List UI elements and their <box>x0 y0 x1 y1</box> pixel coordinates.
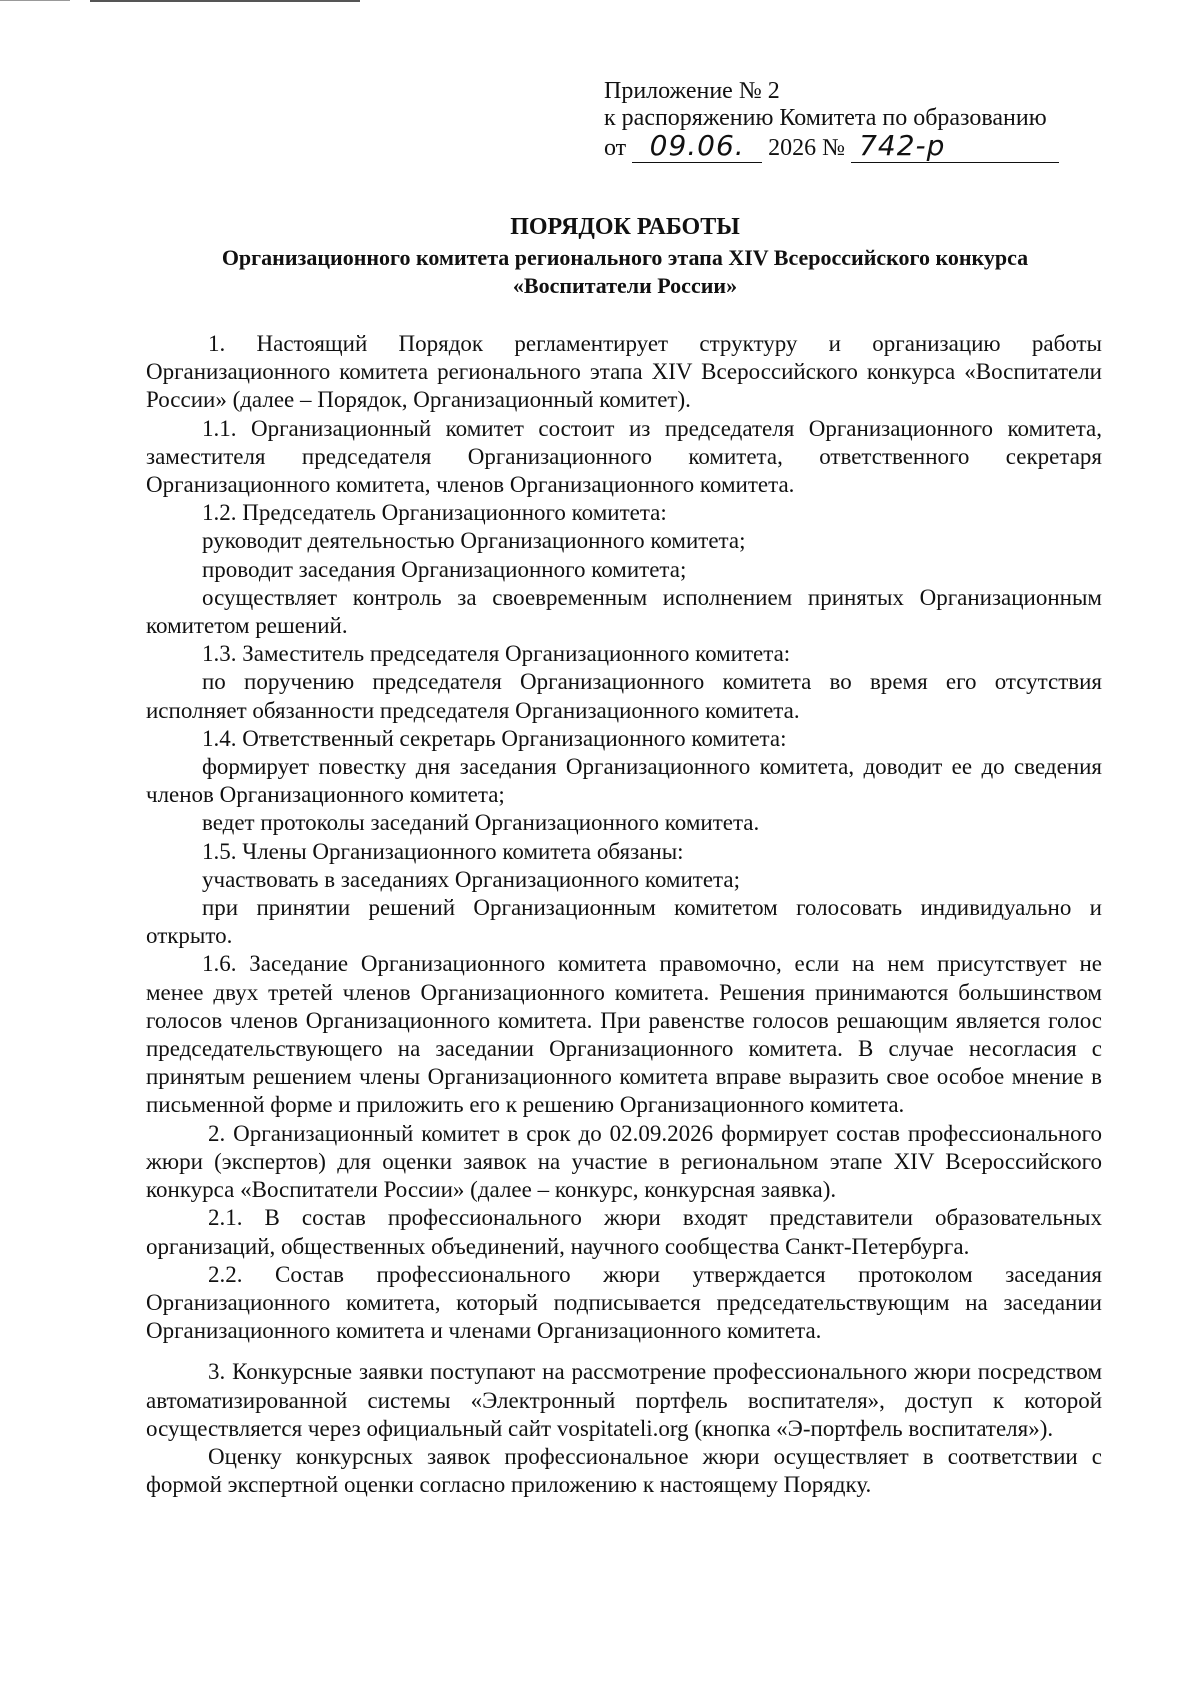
date-field <box>632 129 762 163</box>
paragraph: 1.2. Председатель Организационного комитета: <box>202 500 667 526</box>
paragraph: ведет протоколы заседаний Организационного комитета. <box>202 810 760 836</box>
scan-artifact <box>0 0 70 1</box>
paragraph: 1. Настоящий Порядок регламентирует структуру и организацию работы Организационного комитета регионального этапа XIV Всероссийского конкурса «Воспитатели России» (далее – Порядок, Организационный комитет). <box>146 331 1102 413</box>
title-main: ПОРЯДОК РАБОТЫ <box>510 214 740 240</box>
paragraph: 1.3. Заместитель председателя Организационного комитета: <box>202 641 791 667</box>
paragraph: при принятии решений Организационным комитетом голосовать индивидуально и открыто. <box>146 895 1102 949</box>
paragraph: 1.1. Организационный комитет состоит из председателя Организационного комитета, заместителя председателя Организационного комитета, ответственного секретаря Организационного комитета, членов Организационного комитета. <box>146 415 1102 498</box>
paragraph: 2. Организационный комитет в срок до 02.09.2026 формирует состав профессионального жюри (экспертов) для оценки заявок на участие в региональном этапе XIV Всероссийского конкурса «Воспитатели России» (далее – конкурс, конкурсная заявка). <box>146 1120 1102 1203</box>
paragraph: по поручению председателя Организационного комитета во время его отсутствия исполняет обязанности председателя Организационного комитета. <box>146 669 1102 723</box>
title-subtitle: «Воспитатели России» <box>512 273 738 298</box>
paragraph: 2.2. Состав профессионального жюри утверждается протоколом заседания Организационного комитета, который подписывается председательствующим на заседании Организационного комитета и членами Организационного комитета. <box>146 1261 1102 1344</box>
title-subtitle: Организационного комитета регионального этапа XIV Всероссийского конкурса <box>221 245 1029 270</box>
handwritten-number: 742-р <box>859 129 946 162</box>
paragraph: руководит деятельностью Организационного комитета; <box>202 528 746 554</box>
number-field <box>851 129 1059 163</box>
paragraph: участвовать в заседаниях Организационного комитета; <box>202 866 740 892</box>
document-body <box>146 330 1102 1499</box>
paragraph: 1.5. Члены Организационного комитета обязаны: <box>202 838 684 864</box>
paragraph: осуществляет контроль за своевременным исполнением принятых Организационным комитетом решений. <box>146 584 1102 639</box>
paragraph: 1.6. Заседание Организационного комитета правомочно, если на нем присутствует не менее двух третей членов Организационного комитета. Решения принимаются большинством голосов членов Организационного комитета. При равенстве голосов решающим является голос председательствующего на заседании Организационного комитета. В случае несогласия с принятым решением члены Организационного комитета вправе выразить свое особое мнение в письменной форме и приложить его к решению Организационного комитета. <box>146 951 1102 1118</box>
paragraph: формирует повестку дня заседания Организационного комитета, доводит ее до сведения членов Организационного комитета; <box>146 754 1102 808</box>
handwritten-date: 09.06. <box>649 129 745 162</box>
appendix-label: Приложение № 2 <box>604 78 780 104</box>
paragraph: Оценку конкурсных заявок профессиональное жюри осуществляет в соответствии с формой экспертной оценки согласно приложению к настоящему Порядку. <box>146 1443 1102 1498</box>
year-number-label: 2026 № <box>768 135 846 161</box>
paragraph: 2.1. В состав профессионального жюри входят представители образовательных организаций, общественных объединений, научного сообщества Санкт-Петербурга. <box>146 1205 1102 1259</box>
document-header <box>604 78 1059 163</box>
paragraph: проводит заседания Организационного комитета; <box>202 556 687 582</box>
paragraph: 1.4. Ответственный секретарь Организационного комитета: <box>202 725 787 751</box>
order-date-line <box>604 129 1059 163</box>
order-reference: к распоряжению Комитета по образованию <box>604 105 1047 131</box>
date-prefix: от <box>604 135 627 161</box>
document-title <box>140 212 1110 300</box>
scan-artifact <box>90 0 360 2</box>
paragraph: 3. Конкурсные заявки поступают на рассмотрение профессионального жюри посредством автоматизированной системы «Электронный портфель воспитателя», доступ к которой осуществляется через официальный сайт vospitateli.org (кнопка «Э-портфель воспитателя»). <box>146 1359 1102 1441</box>
